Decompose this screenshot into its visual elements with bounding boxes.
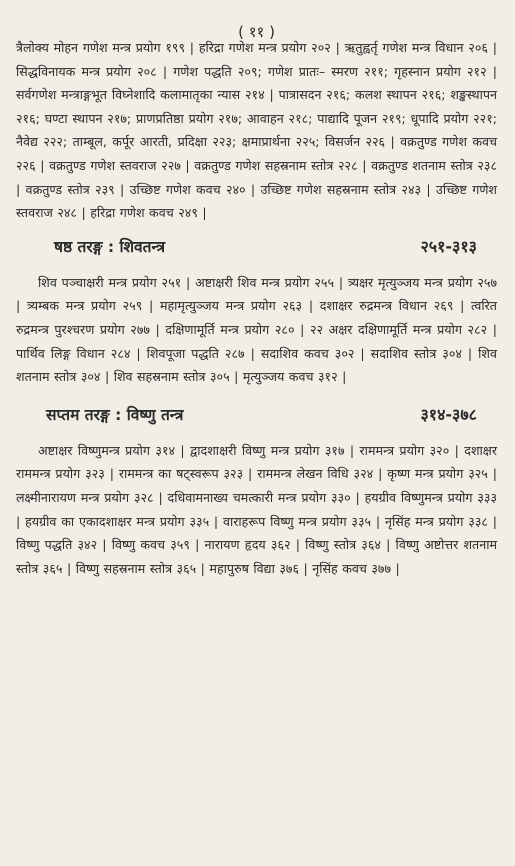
section-title: षष्ठ तरङ्ग : शिवतन्त्र bbox=[54, 237, 166, 256]
page-number: ( ११ ) bbox=[238, 23, 275, 41]
section-title: सप्तम तरङ्ग : विष्णु तन्त्र bbox=[46, 405, 184, 424]
ganesha-contents-paragraph: त्रैलोक्य मोहन गणेश मन्त्र प्रयोग १९९ | हरिद्रा गणेश मन्त्र प्रयोग २०२ | ऋतुह्वर्तृ गणेश मन्त्र विधान २०६ | सिद्धविनायक मन्त्र प्रयोग २०८ | गणेश पद्धति २०९; गणेश प्रातः– स्मरण २११; गृहस्नान प्रयोग २१२ | सर्वगणेश मन्त्राङ्गभूत विघ्नेशादि कलामातृका न्यास २१४ | पात्रासदन २१६; कलश स्थापन २१६; शङ्खस्थापन २१६; घण्टा स्थापन २१७; प्राणप्रतिष्ठा प्रयोग २१७; आवाहन २१८; पाद्यादि पूजन २१९; धूपादि प्रयोग २२१; नैवेद्य २२२; ताम्बूल, कर्पूर आरती, प्रदिक्षा २२३; क्षमाप्रार्थना २२५; विसर्जन २२६ | वक्रतुण्ड गणेश कवच २२६ | वक्रतुण्ड गणेश स्तवराज २२७ | वक्रतुण्ड गणेश सहस्रनाम स्तोत्र २२८ | वक्रतुण्ड शतनाम स्तोत्र २३८ | वक्रतुण्ड स्तोत्र २३९ | उच्छिष्ट गणेश कवच २४० | उच्छिष्ट गणेश सहस्रनाम स्तोत्र २४३ | उच्छिष्ट गणेश स्तवराज २४८ | हरिद्रा गणेश कवच २४९ | bbox=[16, 40, 497, 221]
section-page-range: ३१४-३७८ bbox=[420, 404, 477, 424]
vishnu-contents-paragraph: अष्टाक्षर विष्णुमन्त्र प्रयोग ३१४ | द्वादशाक्षरी विष्णु मन्त्र प्रयोग ३१७ | राममन्त्र प्रयोग ३२० | दशाक्षर राममन्त्र प्रयोग ३२३ | राममन्त्र का षट्स्वरूप ३२३ | राममन्त्र लेखन विधि ३२४ | कृष्ण मन्त्र प्रयोग ३२५ | लक्ष्मीनारायण मन्त्र प्रयोग ३२८ | दधिवामनाख्य चमत्कारी मन्त्र प्रयोग ३३० | हयग्रीव विष्णुमन्त्र प्रयोग ३३३ | हयग्रीव का एकादशाक्षर मन्त्र प्रयोग ३३५ | वाराहरूप विष्णु मन्त्र प्रयोग ३३५ | नृसिंह मन्त्र प्रयोग ३३८ | विष्णु पद्धति ३४२ | विष्णु कवच ३५९ | नारायण हृदय ३६२ | विष्णु स्तोत्र ३६४ | विष्णु अष्टोत्तर शतनाम स्तोत्र ३६५ | विष्णु सहस्रनाम स्तोत्र ३६५ | महापुरुष विद्या ३७६ | नृसिंह कवच ३७७ | bbox=[16, 442, 498, 576]
section-heading-vishnu bbox=[16, 403, 497, 433]
section-heading-shiva bbox=[16, 235, 497, 265]
shiva-contents-paragraph: शिव पञ्चाक्षरी मन्त्र प्रयोग २५१ | अष्टाक्षरी शिव मन्त्र प्रयोग २५५ | त्र्यक्षर मृत्युञ्जय मन्त्र प्रयोग २५७ | त्र्यम्बक मन्त्र प्रयोग २५९ | महामृत्युञ्जय मन्त्र प्रयोग २६३ | दशाक्षर रुद्रमन्त्र विधान २६९ | त्वरित रुद्रमन्त्र पुरश्चरण प्रयोग २७७ | दक्षिणामूर्ति मन्त्र प्रयोग २८० | २२ अक्षर दक्षिणामूर्ति मन्त्र प्रयोग २८२ | पार्थिव लिङ्ग विधान २८४ | शिवपूजा पद्धति २८७ | सदाशिव कवच ३०२ | सदाशिव स्तोत्र ३०४ | शिव शतनाम स्तोत्र ३०४ | शिव सहस्रनाम स्तोत्र ३०५ | मृत्युञ्जय कवच ३१२ | bbox=[16, 274, 497, 385]
section-page-range: २५१-३१३ bbox=[420, 236, 477, 256]
